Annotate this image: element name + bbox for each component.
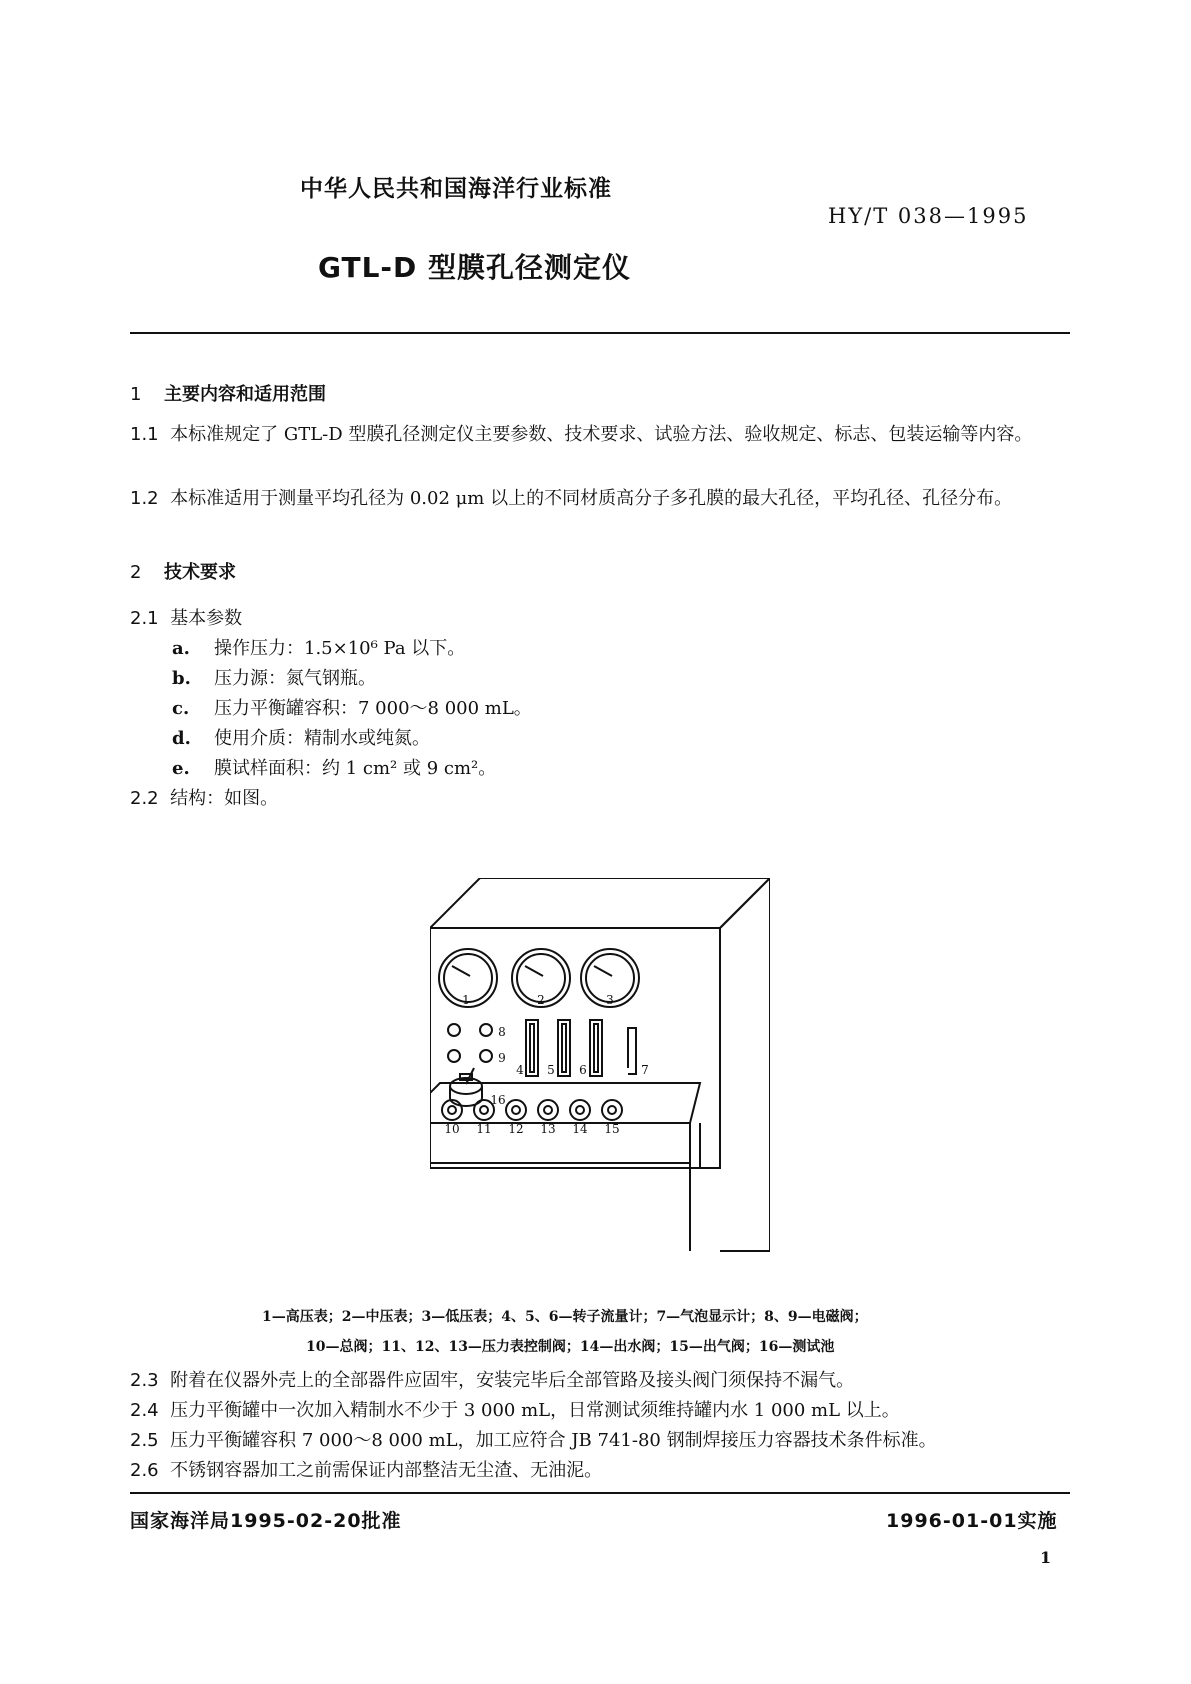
section-1-heading [130, 380, 326, 406]
list-item-letter: c. [172, 698, 190, 719]
valve-13 [538, 1100, 558, 1120]
figure-label: 6 [579, 1063, 587, 1077]
paragraph-2-5-text: 压力平衡罐容积 7 000～8 000 mL，加工应符合 JB 741-80 钢制焊接压力容器技术条件标准。 [170, 1430, 937, 1451]
figure-label: 10 [444, 1122, 460, 1136]
list-item-text: 压力源：氮气钢瓶。 [214, 668, 376, 689]
shelf-top [430, 1083, 700, 1123]
list-item [172, 694, 532, 724]
figure-label: 3 [606, 993, 614, 1007]
header-divider [130, 332, 1070, 334]
paragraph-2-3-text: 附着在仪器外壳上的全部器件应固牢，安装完毕后全部管路及接头阀门须保持不漏气。 [170, 1370, 855, 1391]
list-item-letter: a. [172, 638, 190, 659]
paragraph-2-1 [130, 604, 242, 634]
valve-14 [570, 1100, 590, 1120]
paragraph-2-5 [130, 1426, 937, 1456]
list-item-text: 使用介质：精制水或纯氮。 [214, 728, 430, 749]
list-item-text: 膜试样面积：约 1 cm² 或 9 cm²。 [214, 758, 497, 779]
approval-date: 国家海洋局1995-02-20批准 [130, 1510, 402, 1532]
figure-caption-line-1: 1—高压表；2—中压表；3—低压表；4、5、6—转子流量计；7—气泡显示计；8、9—电磁阀； [262, 1309, 868, 1325]
paragraph-1-2-text: 本标准适用于测量平均孔径为 0.02 μm 以上的不同材质高分子多孔膜的最大孔径，平均孔径、孔径分布。 [170, 488, 1013, 509]
footer-divider [130, 1492, 1070, 1494]
figure-label: 13 [540, 1122, 556, 1136]
figure-label: 4 [516, 1063, 524, 1077]
section-2-number: 2 [130, 562, 142, 583]
valve-12 [506, 1100, 526, 1120]
figure-label: 5 [547, 1063, 555, 1077]
paragraph-2-3 [130, 1366, 854, 1396]
instrument-figure [430, 878, 770, 1278]
list-item-letter: b. [172, 668, 191, 689]
section-2-heading [130, 558, 236, 584]
figure-label: 14 [572, 1122, 588, 1136]
paragraph-2-4-number: 2.4 [130, 1400, 159, 1421]
flowmeter-4 [526, 1020, 538, 1076]
section-1-number: 1 [130, 384, 142, 405]
list-item-letter: e. [172, 758, 190, 779]
list-item [172, 754, 496, 784]
paragraph-2-6 [130, 1456, 602, 1486]
paragraph-2-6-number: 2.6 [130, 1460, 159, 1481]
figure-label: 11 [476, 1122, 492, 1136]
paragraph-2-5-number: 2.5 [130, 1430, 159, 1451]
paragraph-1-2 [130, 484, 1070, 514]
cabinet-top [430, 878, 770, 928]
valve-dot [448, 1050, 460, 1062]
paragraph-2-4 [130, 1396, 900, 1426]
shelf-front [430, 1123, 690, 1163]
list-item-text: 操作压力：1.5×10⁶ Pa 以下。 [214, 638, 466, 659]
figure-label: 16 [490, 1093, 506, 1107]
figure-label: 1 [462, 993, 470, 1007]
paragraph-2-3-number: 2.3 [130, 1370, 159, 1391]
paragraph-1-2-number: 1.2 [130, 488, 159, 509]
list-item-letter: d. [172, 728, 191, 749]
figure-label: 15 [604, 1122, 620, 1136]
figure-label: 7 [641, 1063, 649, 1077]
effective-date: 1996-01-01实施 [886, 1510, 1058, 1532]
paragraph-2-2-text: 结构：如图。 [170, 788, 279, 809]
paragraph-2-6-text: 不锈钢容器加工之前需保证内部整洁无尘渣、无油泥。 [170, 1460, 603, 1481]
flowmeter-6 [590, 1020, 602, 1076]
list-item [172, 664, 376, 694]
paragraph-2-2-number: 2.2 [130, 788, 159, 809]
figure-label: 8 [498, 1025, 506, 1039]
list-item [172, 724, 430, 754]
paragraph-1-1-number: 1.1 [130, 424, 159, 445]
figure-caption-line-2: 10—总阀；11、12、13—压力表控制阀；14—出水阀；15—出气阀；16—测试池 [306, 1339, 835, 1355]
figure-label: 12 [508, 1122, 524, 1136]
valve-dot [448, 1024, 460, 1036]
document-title: GTL-D 型膜孔径测定仪 [318, 251, 632, 284]
paragraph-1-1-text: 本标准规定了 GTL-D 型膜孔径测定仪主要参数、技术要求、试验方法、验收规定、标志、包装运输等内容。 [170, 424, 1033, 445]
paragraph-1-1 [130, 420, 1070, 450]
standard-code: HY/T 038—1995 [828, 204, 1029, 228]
section-1-title: 主要内容和适用范围 [164, 384, 326, 405]
paragraph-2-4-text: 压力平衡罐中一次加入精制水不少于 3 000 mL，日常测试须维持罐内水 1 000 mL 以上。 [170, 1400, 900, 1421]
standard-name: 中华人民共和国海洋行业标准 [300, 176, 612, 202]
paragraph-2-1-number: 2.1 [130, 608, 159, 629]
section-2-title: 技术要求 [164, 562, 236, 583]
valve-9 [480, 1050, 492, 1062]
bubble-indicator-7 [628, 1028, 636, 1074]
paragraph-2-2 [130, 784, 278, 814]
paragraph-2-1-text: 基本参数 [170, 608, 243, 629]
list-item-text: 压力平衡罐容积：7 000～8 000 mL。 [214, 698, 532, 719]
valve-8 [480, 1024, 492, 1036]
valve-15 [602, 1100, 622, 1120]
list-item [172, 634, 465, 664]
flowmeter-5 [558, 1020, 570, 1076]
cabinet-side [720, 878, 770, 1251]
figure-label: 2 [537, 993, 545, 1007]
figure-label: 9 [498, 1051, 506, 1065]
page-number: 1 [1040, 1548, 1052, 1567]
